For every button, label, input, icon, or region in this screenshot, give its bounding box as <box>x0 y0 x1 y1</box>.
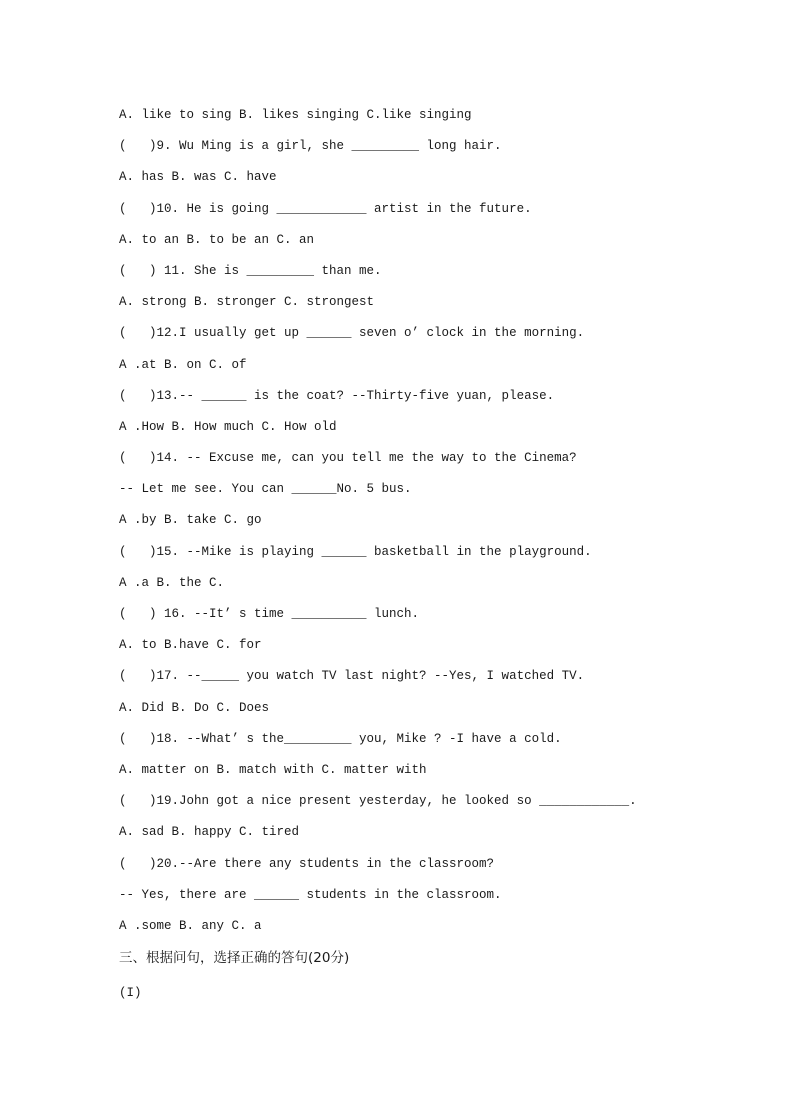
question-line: ( )17. --_____ you watch TV last night? --Yes, I watched TV. <box>119 669 585 684</box>
question-line: ( )20.--Are there any students in the classroom? <box>119 856 495 871</box>
question-line: -- Let me see. You can ______No. 5 bus. <box>119 482 412 497</box>
option-line: A .some B. any C. a <box>119 918 262 933</box>
question-line: ( )15. --Mike is playing ______ basketball in the playground. <box>119 544 592 559</box>
question-line: ( )12.I usually get up ______ seven o’ clock in the morning. <box>119 326 585 341</box>
question-line: ( )13.-- ______ is the coat? --Thirty-five yuan, please. <box>119 388 555 403</box>
question-line: -- Yes, there are ______ students in the classroom. <box>119 887 502 902</box>
option-line: A .How B. How much C. How old <box>119 419 337 434</box>
option-line: A. matter on B. match with C. matter with <box>119 762 427 777</box>
option-line: A .at B. on C. of <box>119 357 247 372</box>
option-line: A .by B. take C. go <box>119 513 262 528</box>
section-heading: 三、根据问句，选择正确的答句(20分) <box>119 950 350 967</box>
question-line: ( )10. He is going ____________ artist in the future. <box>119 201 532 216</box>
option-line: A. strong B. stronger C. strongest <box>119 295 375 310</box>
question-line: ( ) 16. --It’ s time __________ lunch. <box>119 607 420 621</box>
subsection-label: (I) <box>119 986 142 1001</box>
option-line: A .a B. the C. <box>119 575 225 590</box>
question-line: ( )19.John got a nice present yesterday, he looked so ____________. <box>119 794 637 809</box>
question-line: ( )9. Wu Ming is a girl, she _________ long hair. <box>119 139 502 154</box>
option-line: A. to B.have C. for <box>119 638 262 653</box>
question-line: ( )14. -- Excuse me, can you tell me the way to the Cinema? <box>119 451 577 466</box>
question-line: ( )18. --What’ s the_________ you, Mike ? -I have a cold. <box>119 731 562 746</box>
document-body <box>119 105 739 1014</box>
option-line: A. like to sing B. likes singing C.like singing <box>119 108 472 122</box>
question-line: ( ) 11. She is _________ than me. <box>119 263 382 278</box>
option-line: A. sad B. happy C. tired <box>119 825 300 840</box>
option-line: A. Did B. Do C. Does <box>119 700 270 715</box>
option-line: A. has B. was C. have <box>119 170 277 185</box>
option-line: A. to an B. to be an C. an <box>119 232 315 247</box>
